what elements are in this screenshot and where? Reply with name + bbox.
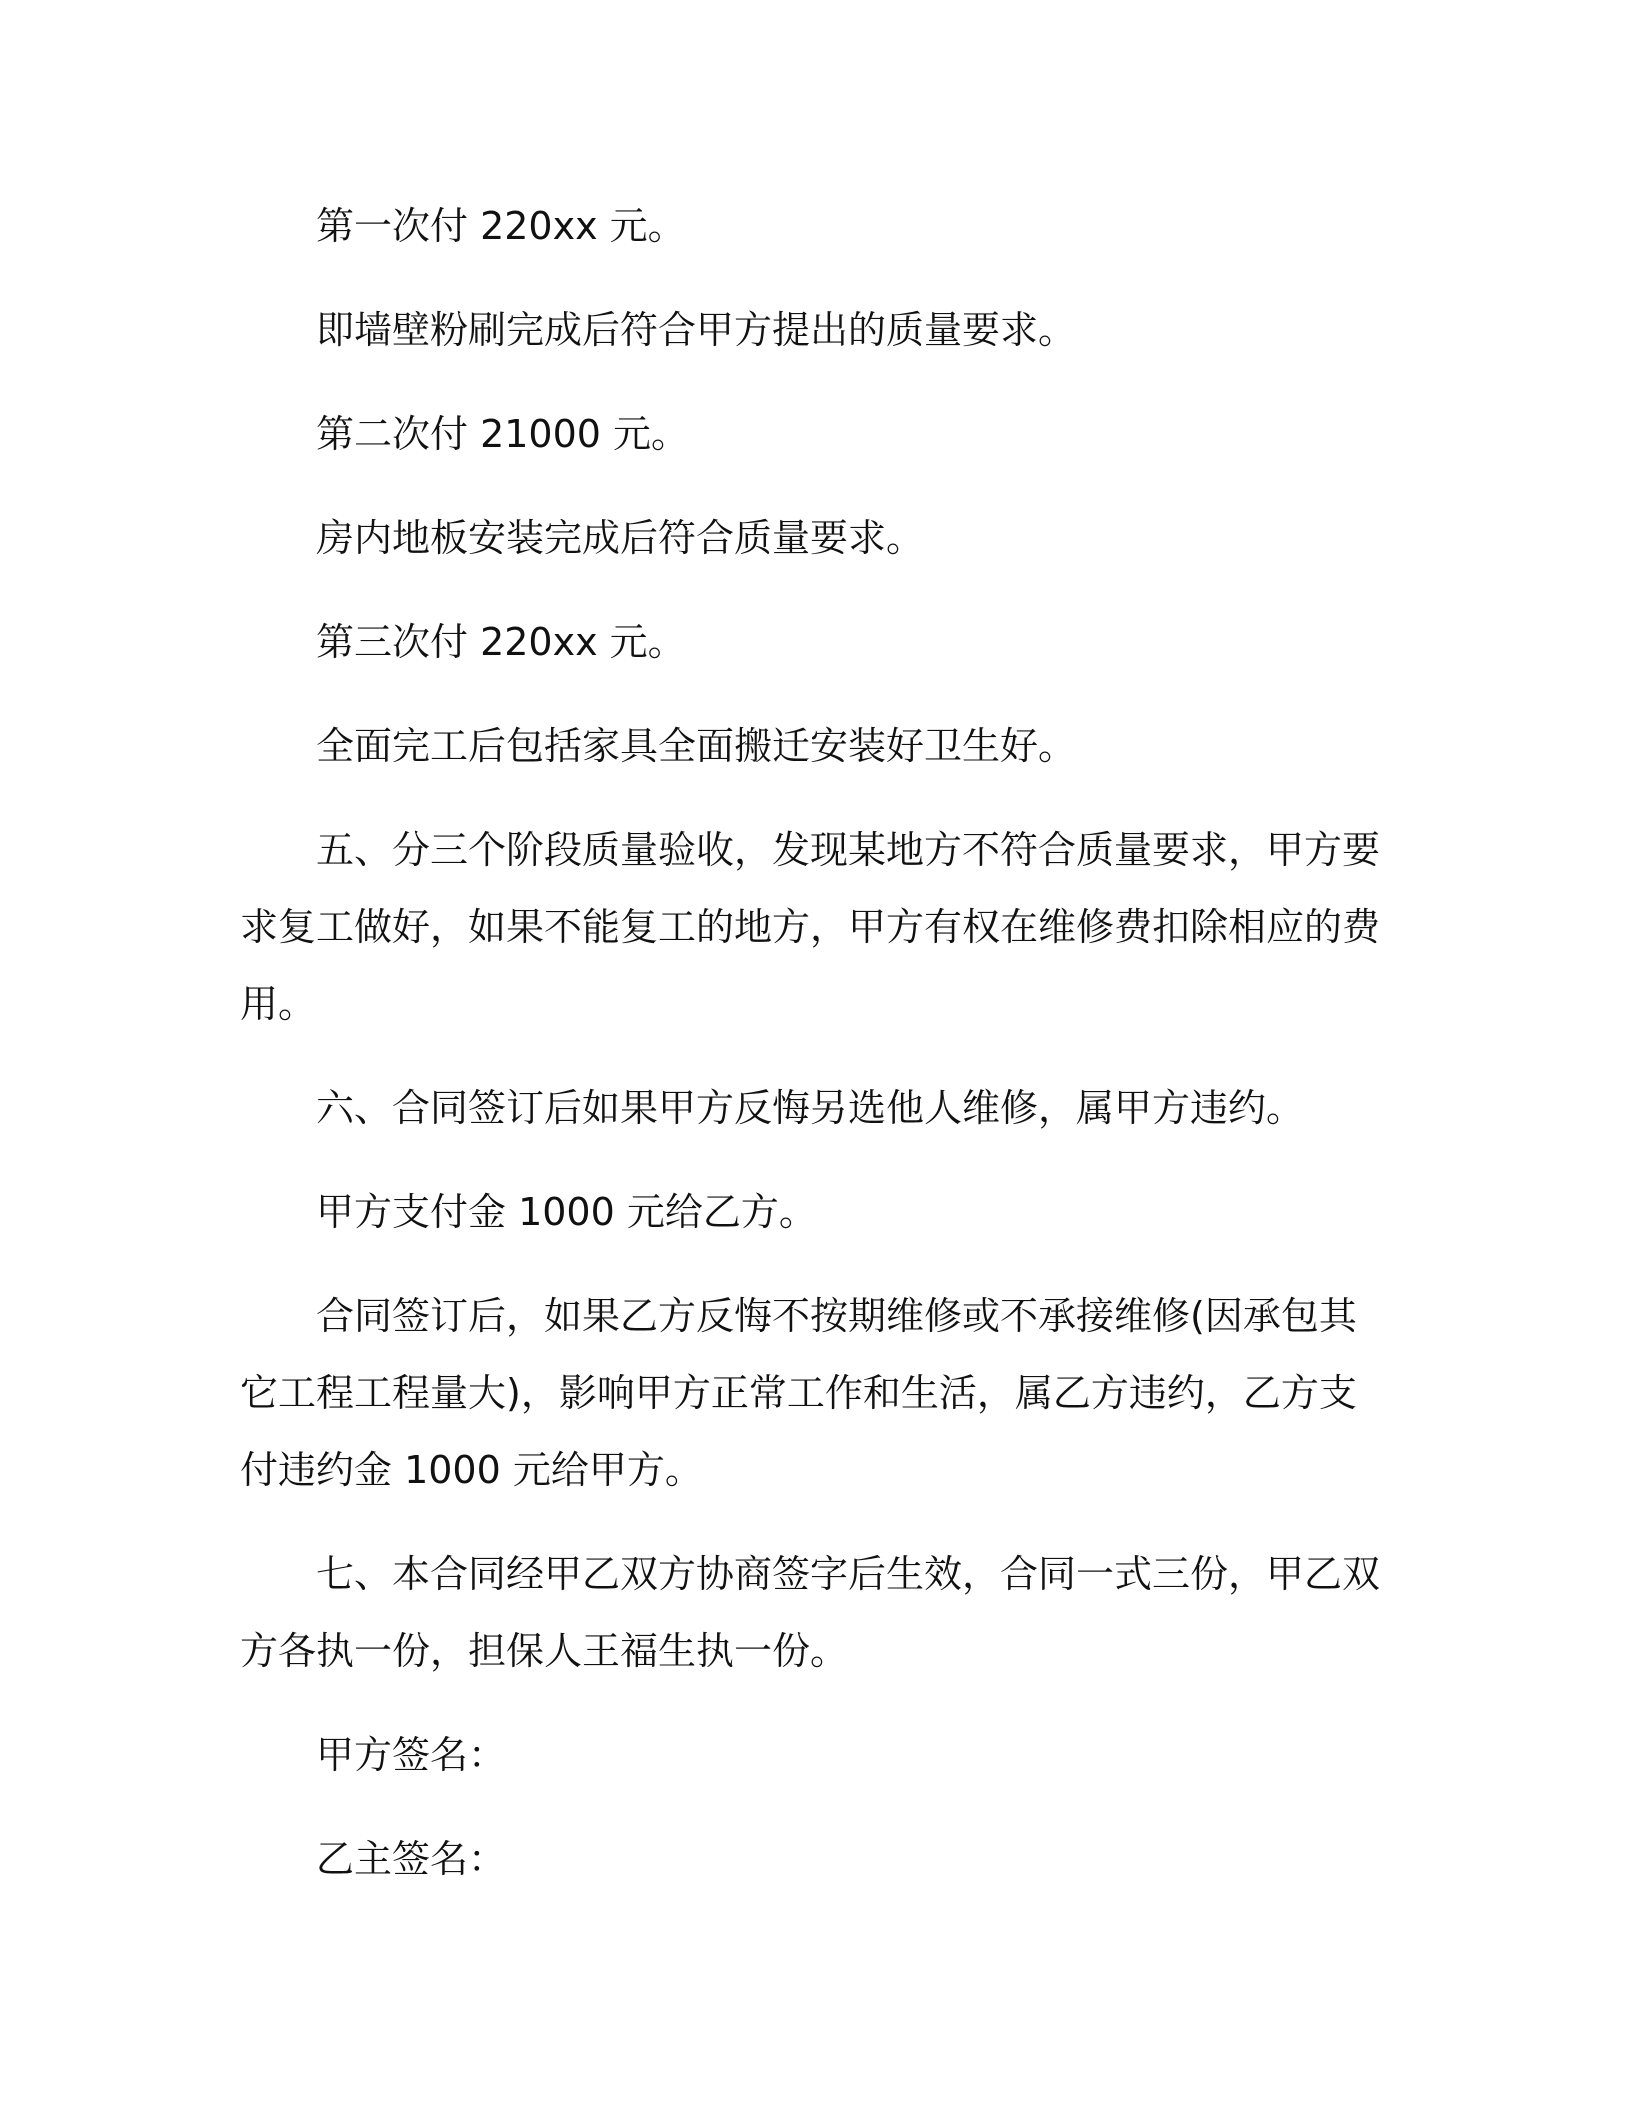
payment-third-condition: 全面完工后包括家具全面搬迁安装好卫生好。 bbox=[316, 724, 1077, 768]
payment-second-line: 第二次付 21000 元。 bbox=[316, 412, 690, 456]
clause-seven-effectiveness: 七、本合同经甲乙双方协商签字后生效，合同一式三份，甲乙双方各执一份，担保人王福生执一份。 bbox=[240, 1552, 1381, 1673]
payment-third-line: 第三次付 220xx 元。 bbox=[316, 620, 686, 664]
payment-first-line: 第一次付 220xx 元。 bbox=[316, 204, 686, 248]
party-a-signature-label: 甲方签名： bbox=[316, 1733, 507, 1777]
clause-five-quality-inspection: 五、分三个阶段质量验收，发现某地方不符合质量要求，甲方要求复工做好，如果不能复工的地方，甲方有权在维修费扣除相应的费用。 bbox=[240, 828, 1381, 1026]
payment-first-condition: 即墙壁粉刷完成后符合甲方提出的质量要求。 bbox=[316, 308, 1077, 352]
party-a-penalty: 甲方支付金 1000 元给乙方。 bbox=[316, 1190, 817, 1234]
payment-second-condition: 房内地板安装完成后符合质量要求。 bbox=[316, 516, 925, 560]
party-b-breach: 合同签订后，如果乙方反悔不按期维修或不承接维修(因承包其它工程工程量大)，影响甲方正常工作和生活，属乙方违约，乙方支付违约金 1000 元给甲方。 bbox=[240, 1294, 1357, 1492]
party-b-signature-label: 乙主签名： bbox=[316, 1837, 507, 1881]
clause-six-party-a-breach: 六、合同签订后如果甲方反悔另选他人维修，属甲方违约。 bbox=[316, 1086, 1305, 1130]
